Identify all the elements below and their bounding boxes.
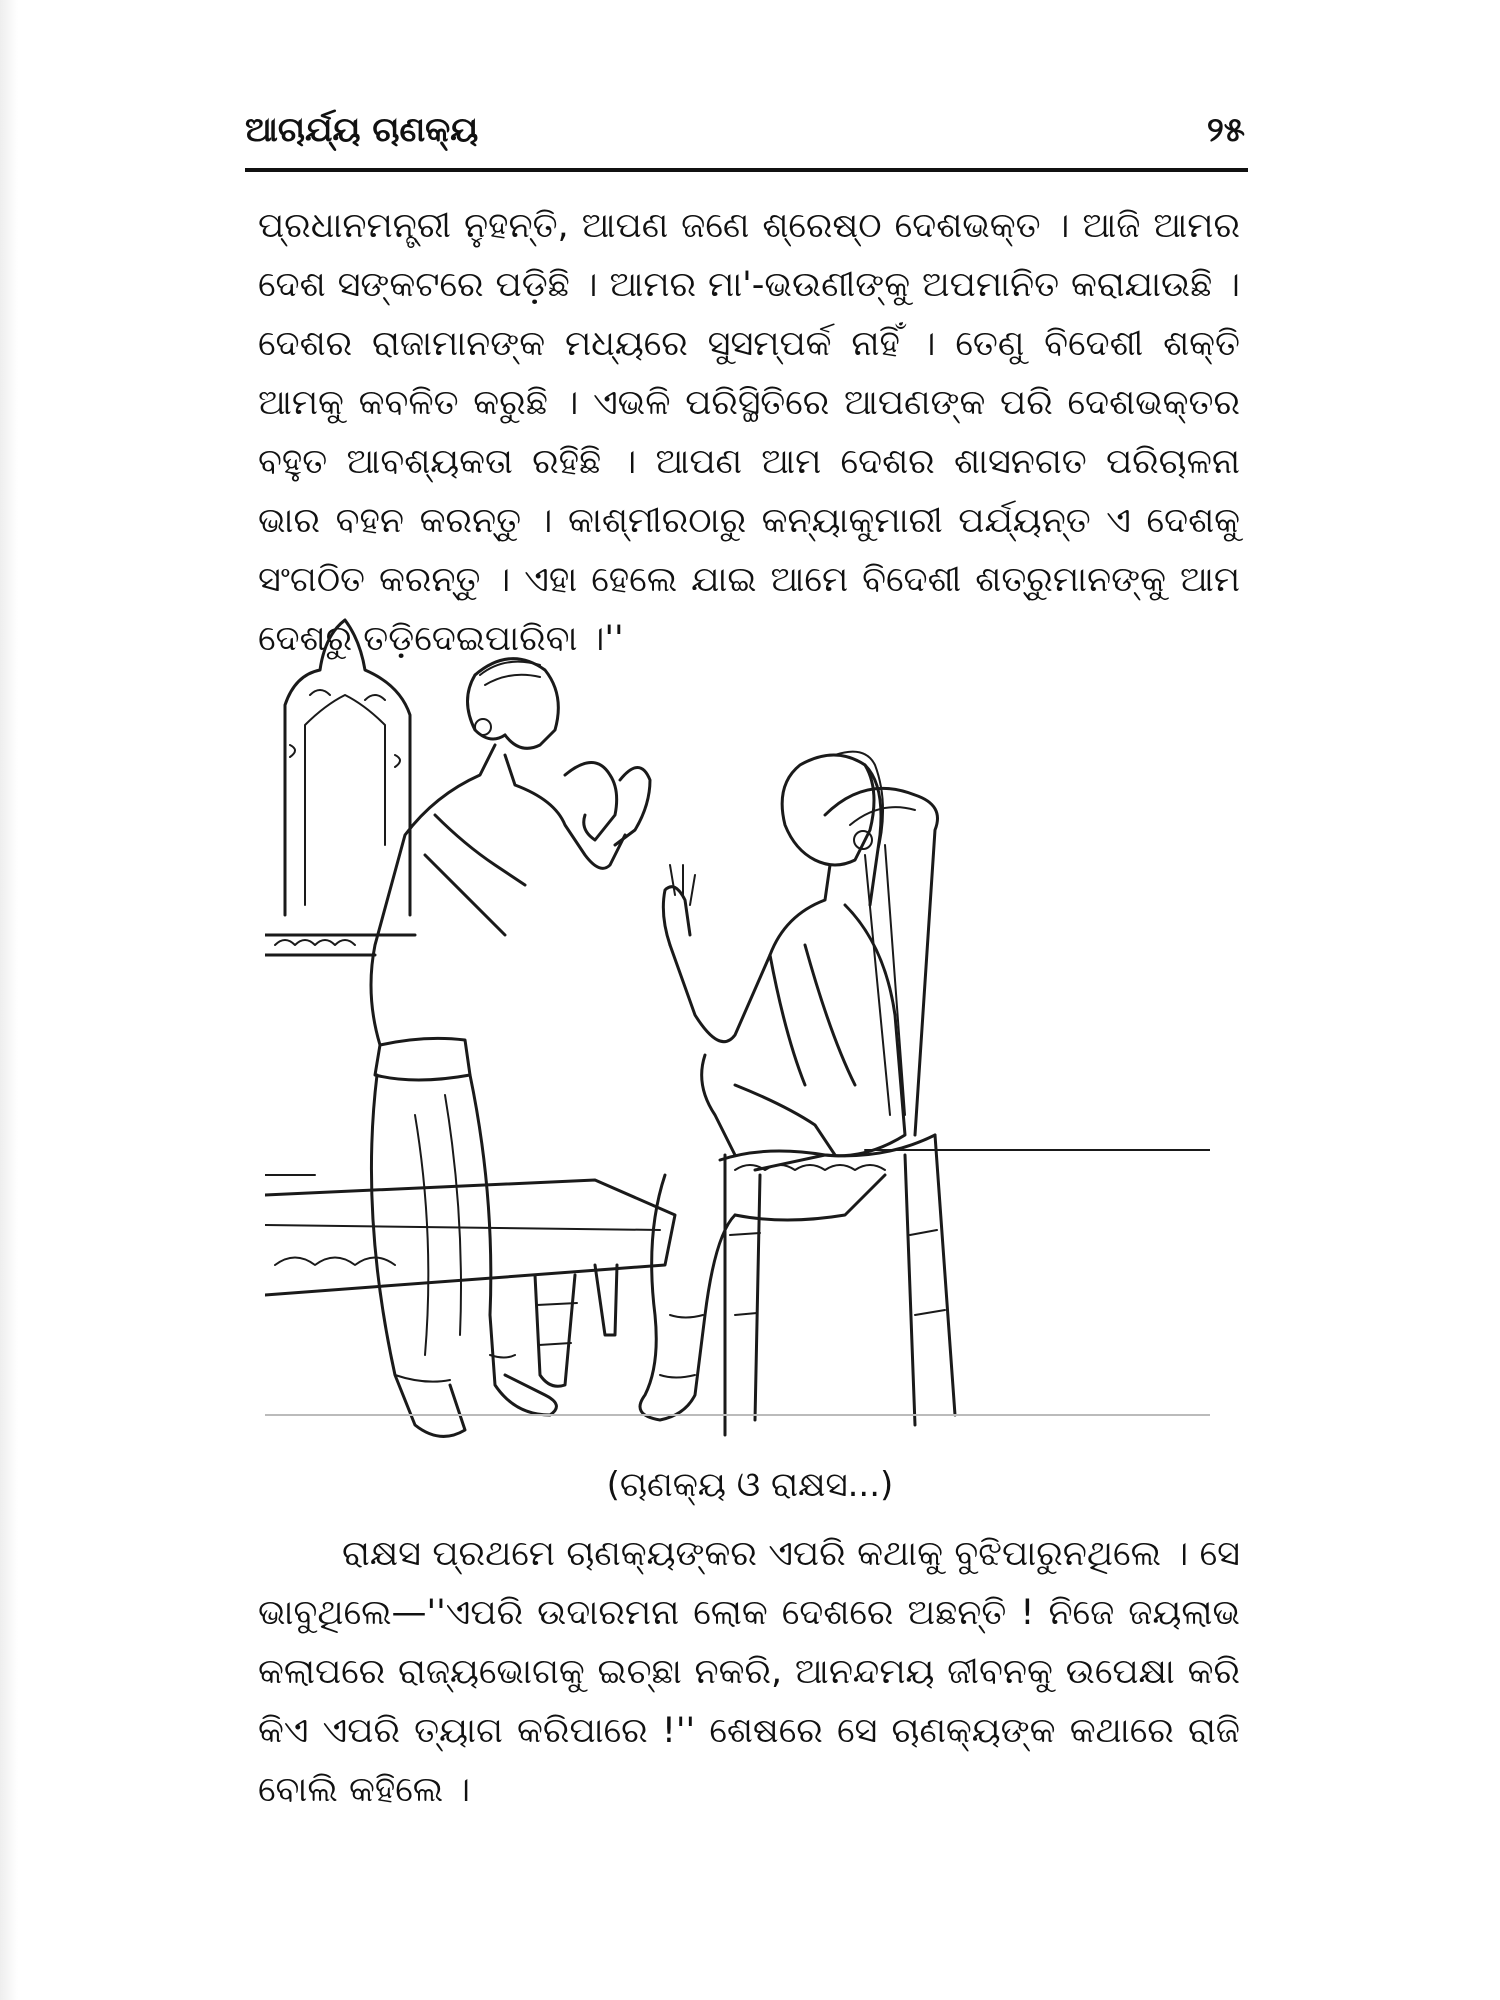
page-number: ୨୫ xyxy=(1206,110,1245,150)
running-title: ଆଚାର୍ଯ୍ୟ ଚାଣକ୍ୟ xyxy=(245,110,479,150)
figure-caption: (ଚାଣକ୍ୟ ଓ ରାକ୍ଷସ...) xyxy=(606,1465,894,1505)
paragraph: ରାକ୍ଷସ ପ୍ରଥମେ ଚାଣକ୍ୟଙ୍କର ଏପରି କଥାକୁ ବୁଝିପାରୁନଥିଲେ । ସେ ଭାବୁଥିଲେ—''ଏପରି ଉଦାରମନା ଲୋକ ଦେଶରେ ଅଛନ୍ତି ! ନିଜେ ଜୟଲାଭ କଲାପରେ ରାଜ୍ୟଭୋଗକୁ ଇଚ୍ଛା ନକରି, ଆନନ୍ଦମୟ ଜୀବନକୁ ଉପେକ୍ଷା କରି କିଏ ଏପରି ତ୍ୟାଗ କରିପାରେ !'' ଶେଷରେ ସେ ଚାଣକ୍ୟଙ୍କ କଥାରେ ରାଜି ବୋଲି କହିଲେ । xyxy=(258,1534,1240,1810)
mirror-frame xyxy=(265,620,415,955)
running-head xyxy=(245,110,1245,160)
body-text-bottom xyxy=(258,1525,1240,1820)
body-text-top xyxy=(258,197,1240,669)
seated-figure xyxy=(640,752,905,1420)
page-gutter-shadow xyxy=(0,0,18,2000)
illustration xyxy=(265,615,1210,1445)
low-table xyxy=(265,1180,675,1386)
illustration-drawing xyxy=(265,615,1210,1445)
header-rule xyxy=(245,168,1248,172)
paragraph: ପ୍ରଧାନମନ୍ତ୍ରୀ ନୁହନ୍ତି, ଆପଣ ଜଣେ ଶ୍ରେଷ୍ଠ ଦେଶଭକ୍ତ । ଆଜି ଆମର ଦେଶ ସଙ୍କଟରେ ପଡ଼ିଛି । ଆମର ମା'-ଭଉଣୀଙ୍କୁ ଅପମାନିତ କରାଯାଉଛି । ଦେଶର ରାଜାମାନଙ୍କ ମଧ୍ୟରେ ସୁସମ୍ପର୍କ ନାହିଁ । ତେଣୁ ବିଦେଶୀ ଶକ୍ତି ଆମକୁ କବଳିତ କରୁଛି । ଏଭଳି ପରିସ୍ଥିତିରେ ଆପଣଙ୍କ ପରି ଦେଶଭକ୍ତର ବହୁତ ଆବଶ୍ୟକତା ରହିଛି । ଆପଣ ଆମ ଦେଶର ଶାସନଗତ ପରିଚାଳନା ଭାର ବହନ କରନ୍ତୁ । କାଶ୍ମୀରଠାରୁ କନ୍ୟାକୁମାରୀ ପର୍ଯ୍ୟନ୍ତ ଏ ଦେଶକୁ ସଂଗଠିତ କରନ୍ତୁ । ଏହା ହେଲେ ଯାଇ ଆମେ ବିଦେଶୀ ଶତ୍ରୁମାନଙ୍କୁ ଆମ ଦେଶରୁ ତଡ଼ିଦେଇପାରିବା ।'' xyxy=(258,206,1240,659)
standing-figure xyxy=(371,659,650,1437)
